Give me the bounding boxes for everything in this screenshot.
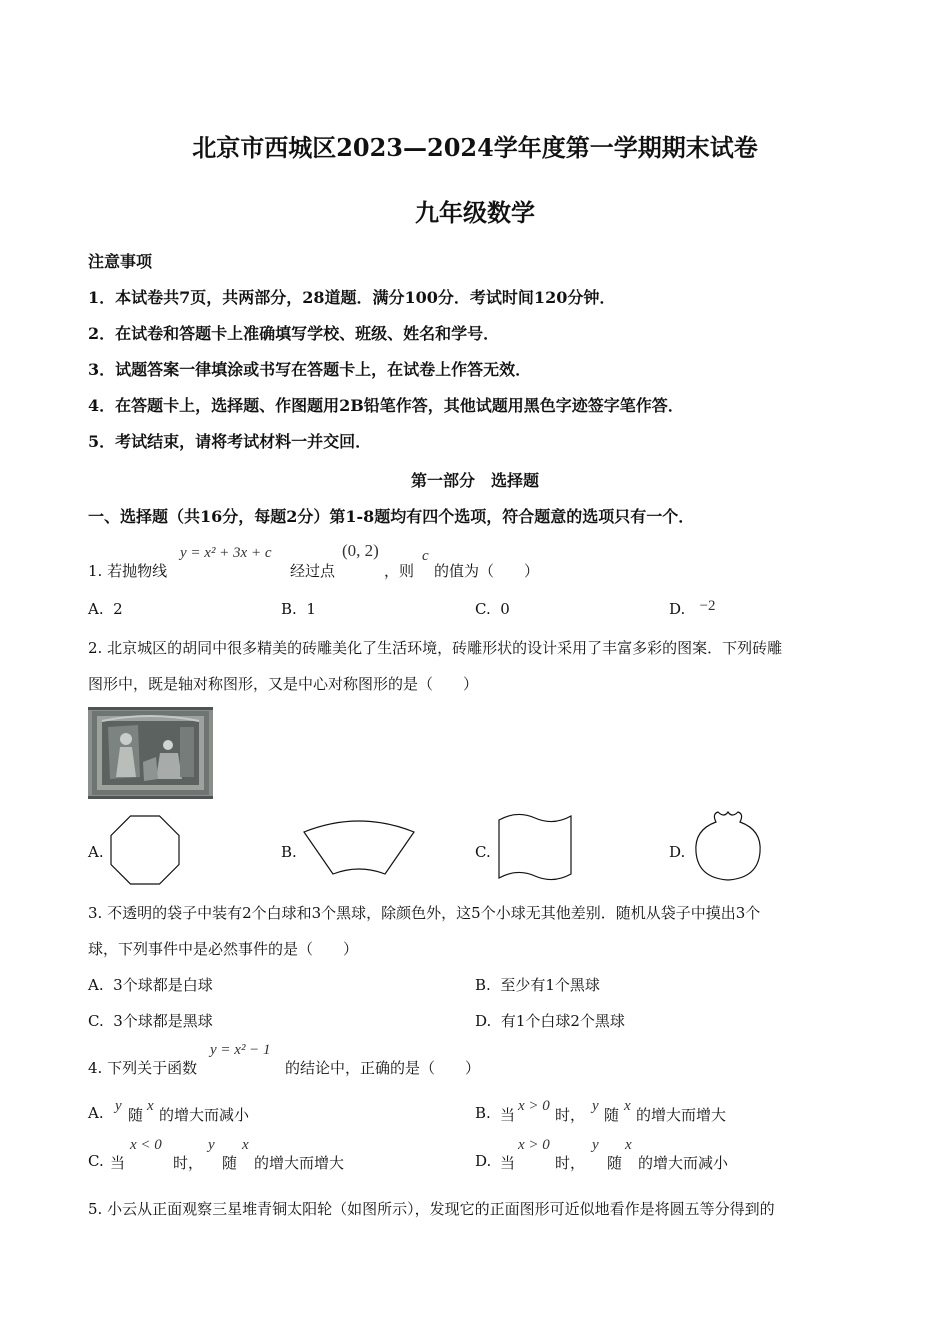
- wavy-rectangle-icon: [497, 812, 573, 882]
- q1-point: (0, 2): [342, 541, 379, 560]
- q4-c-sui: 随: [222, 1154, 238, 1172]
- q4-c-y: y: [208, 1137, 215, 1153]
- q4-prefix: 4. 下列关于函数: [88, 1059, 198, 1077]
- q2-option-a-label: A.: [88, 843, 104, 861]
- q4-c-dang: 当: [110, 1154, 126, 1172]
- q4-b-shi: 时，: [555, 1106, 586, 1124]
- q4-d-cond: x > 0: [518, 1137, 550, 1153]
- q1-option-b: B. 1: [281, 600, 316, 618]
- q4-c-x: x: [242, 1137, 249, 1153]
- q1-then: ，则: [384, 562, 415, 580]
- section-instruction: 一、选择题（共16分，每题2分）第1-8题均有四个选项，符合题意的选项只有一个．: [88, 507, 695, 526]
- q2-option-c-label: C.: [475, 843, 491, 861]
- note-item: 5．考试结束，请将考试材料一并交回．: [88, 432, 372, 451]
- page-title: 北京市西城区2023—2024学年度第一学期期末试卷: [192, 133, 758, 162]
- q4-b-cond: x > 0: [518, 1098, 550, 1114]
- q1-suffix: 的值为（ ）: [434, 562, 540, 580]
- q4-c-rest: 的增大而增大: [254, 1154, 345, 1172]
- q4-a-rest: 的增大而减小: [159, 1106, 250, 1124]
- q4-c-cond: x < 0: [130, 1137, 162, 1153]
- q4-a-y: y: [115, 1098, 122, 1114]
- q1-option-c: C. 0: [475, 600, 510, 618]
- q2-line1: 2. 北京城区的胡同中很多精美的砖雕美化了生活环境，砖雕形状的设计采用了丰富多彩的图案．下列砖雕: [88, 639, 783, 657]
- q4-c-shi: 时，: [173, 1154, 204, 1172]
- note-item: 3．试题答案一律填涂或书写在答题卡上，在试卷上作答无效．: [88, 360, 532, 379]
- q4-b-dang: 当: [500, 1106, 516, 1124]
- q1-option-d: D. −2: [669, 598, 716, 618]
- notes-heading: 注意事项: [88, 252, 153, 271]
- q1-formula: y = x² + 3x + c: [180, 545, 272, 561]
- q4-d-sui: 随: [607, 1154, 623, 1172]
- q2-line2: 图形中，既是轴对称图形，又是中心对称图形的是（ ）: [88, 675, 479, 693]
- q3-line1: 3. 不透明的袋子中装有2个白球和3个黑球，除颜色外，这5个小球无其他差别．随机从袋子中摸出3个: [88, 904, 761, 922]
- q4-formula: y = x² − 1: [210, 1042, 271, 1058]
- q4-b-y: y: [592, 1098, 599, 1114]
- q4-a-x: x: [147, 1098, 154, 1114]
- q4-option-d-label: D.: [475, 1152, 492, 1170]
- note-item: 4．在答题卡上，选择题、作图题用2B铅笔作答，其他试题用黑色字迹签字笔作答．: [88, 396, 684, 415]
- octagon-icon: [110, 815, 180, 885]
- note-item: 2．在试卷和答题卡上准确填写学校、班级、姓名和学号．: [88, 324, 500, 343]
- q1-var: c: [422, 548, 429, 564]
- q4-option-c-label: C.: [88, 1152, 104, 1170]
- q4-d-rest: 的增大而减小: [638, 1154, 729, 1172]
- q1-option-a: A. 2: [88, 600, 123, 618]
- q3-option-b: B. 至少有1个黑球: [475, 976, 600, 994]
- vase-icon: [692, 808, 764, 882]
- q1-prefix: 1. 若抛物线: [88, 562, 168, 580]
- q4-a-sui: 随: [128, 1106, 144, 1124]
- q4-d-shi: 时，: [555, 1154, 586, 1172]
- q2-option-b-label: B.: [281, 843, 297, 861]
- q3-option-d: D. 有1个白球2个黑球: [475, 1012, 625, 1030]
- q3-option-a: A. 3个球都是白球: [88, 976, 213, 994]
- q1-mid: 经过点: [290, 562, 336, 580]
- q4-d-dang: 当: [500, 1154, 516, 1172]
- q3-option-c: C. 3个球都是黑球: [88, 1012, 213, 1030]
- part-heading: 第一部分 选择题: [410, 471, 539, 490]
- q4-suffix: 的结论中，正确的是（ ）: [285, 1059, 481, 1077]
- q4-option-a-label: A.: [88, 1104, 104, 1122]
- q4-d-x: x: [625, 1137, 632, 1153]
- q3-line2: 球，下列事件中是必然事件的是（ ）: [88, 940, 359, 958]
- q4-d-y: y: [592, 1137, 599, 1153]
- q4-b-sui: 随: [604, 1106, 620, 1124]
- page-subtitle: 九年级数学: [415, 198, 535, 227]
- q4-option-b-label: B.: [475, 1104, 491, 1122]
- q4-b-x: x: [624, 1098, 631, 1114]
- q4-b-rest: 的增大而增大: [636, 1106, 727, 1124]
- q5-line1: 5. 小云从正面观察三星堆青铜太阳轮（如图所示），发现它的正面图形可近似地看作是将圆五等分得到的: [88, 1200, 775, 1218]
- brick-carving-image: [88, 707, 213, 799]
- note-item: 1．本试卷共7页，共两部分，28道题．满分100分．考试时间120分钟．: [88, 288, 616, 307]
- fan-icon: [303, 820, 415, 876]
- q2-option-d-label: D.: [669, 843, 686, 861]
